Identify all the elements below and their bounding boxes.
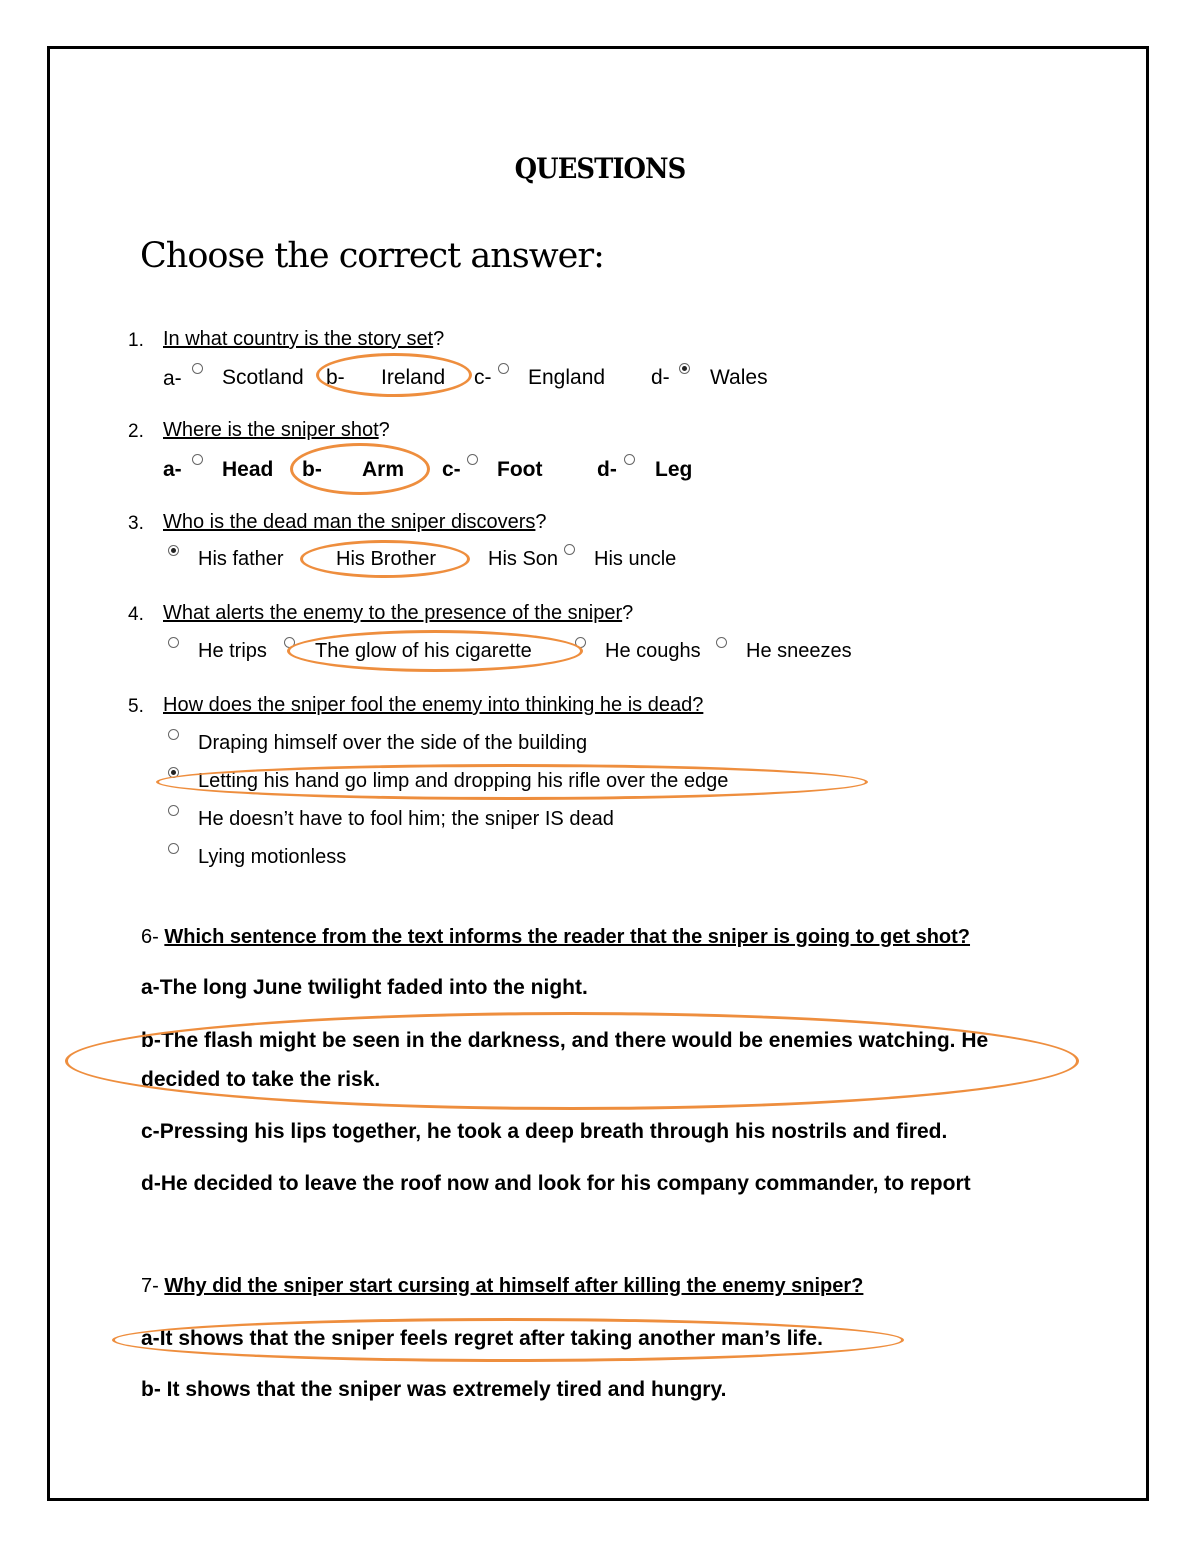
question-text: How does the sniper fool the enemy into thinking he is dead?	[163, 694, 704, 716]
option-text: He decided to leave the roof now and look for his company commander, to report	[160, 1172, 971, 1195]
question-mark: ?	[378, 419, 390, 441]
option-text: Arm	[362, 458, 405, 481]
option-text: The glow of his cigarette	[315, 640, 532, 662]
option-text: Pressing his lips together, he took a deep breath through his nostrils and fired.	[159, 1120, 948, 1143]
question-number: 1.	[128, 330, 144, 351]
option-text-continued: decided to take the risk.	[141, 1068, 381, 1091]
option-text: He trips	[198, 640, 267, 662]
option-letter: b-	[141, 1378, 161, 1401]
answer-circle	[65, 1012, 1079, 1110]
radio-button[interactable]	[192, 363, 203, 374]
question-number: 7-	[141, 1275, 159, 1297]
question-text: Where is the sniper shot	[163, 419, 379, 441]
answer-circle	[112, 1318, 904, 1362]
option-letter: c-	[141, 1120, 160, 1143]
question-text: Which sentence from the text informs the reader that the sniper is going to get shot?	[164, 926, 971, 948]
question-text: What alerts the enemy to the presence of the sniper	[163, 602, 623, 624]
radio-button[interactable]	[168, 637, 179, 648]
option-text: England	[528, 366, 606, 389]
option-text: He sneezes	[746, 640, 852, 662]
question-number: 4.	[128, 604, 144, 625]
question-mark: ?	[622, 602, 634, 624]
radio-button[interactable]	[168, 843, 179, 854]
option-letter: d-	[651, 366, 670, 389]
option-text: Draping himself over the side of the building	[198, 732, 588, 754]
option-letter: c-	[474, 366, 492, 389]
radio-button[interactable]	[168, 729, 179, 740]
option-text: Scotland	[222, 366, 304, 389]
question-text: In what country is the story set	[163, 328, 434, 350]
radio-button[interactable]	[192, 454, 203, 465]
option-text: His Son	[488, 548, 559, 570]
option-letter: b-	[141, 1029, 161, 1052]
radio-button[interactable]	[716, 637, 727, 648]
option-text: Leg	[655, 458, 693, 481]
question-number: 6-	[141, 926, 159, 948]
option-letter: b-	[302, 458, 322, 481]
option-text: His father	[198, 548, 284, 570]
radio-button[interactable]	[467, 454, 478, 465]
answer-circle	[156, 764, 868, 800]
question-mark: ?	[433, 328, 445, 350]
option-letter: d-	[141, 1172, 161, 1195]
option-letter: d-	[597, 458, 617, 481]
option-letter: a-	[163, 458, 182, 481]
radio-button[interactable]	[564, 544, 575, 555]
question-number: 3.	[128, 513, 144, 534]
option-text: Head	[222, 458, 274, 481]
question-number: 5.	[128, 696, 144, 717]
radio-button[interactable]	[498, 363, 509, 374]
option-letter: a-	[163, 367, 182, 390]
option-text: It shows that the sniper was extremely tired and hungry.	[160, 1378, 727, 1401]
option-letter: c-	[442, 458, 461, 481]
option-letter: a-	[141, 1327, 160, 1350]
option-text: Letting his hand go limp and dropping his rifle over the edge	[198, 770, 729, 792]
option-text: His uncle	[594, 548, 677, 570]
answer-circle	[300, 540, 470, 578]
option-text: It shows that the sniper feels regret after taking another man’s life.	[159, 1327, 823, 1350]
option-text: The flash might be seen in the darkness, and there would be enemies watching. He	[160, 1029, 989, 1052]
question-text: Why did the sniper start cursing at himself after killing the enemy sniper?	[164, 1275, 864, 1297]
question-number: 2.	[128, 421, 144, 442]
option-letter: b-	[326, 366, 345, 389]
question-text: Who is the dead man the sniper discovers	[163, 511, 536, 533]
option-text: His Brother	[336, 548, 437, 570]
option-text: Wales	[710, 366, 768, 389]
radio-button-selected[interactable]	[679, 363, 690, 374]
answer-circle	[316, 353, 472, 397]
page-heading: QUESTIONS	[514, 152, 686, 185]
question-mark: ?	[535, 511, 547, 533]
option-letter: a-	[141, 976, 160, 999]
radio-button[interactable]	[624, 454, 635, 465]
radio-button[interactable]	[168, 805, 179, 816]
option-text: Ireland	[381, 366, 446, 389]
answer-circle	[290, 443, 430, 495]
option-text: He coughs	[605, 640, 701, 662]
option-text: He doesn’t have to fool him; the sniper IS dead	[198, 808, 614, 830]
answer-circle	[287, 630, 583, 672]
radio-button-selected[interactable]	[168, 545, 179, 556]
option-text: The long June twilight faded into the night.	[159, 976, 588, 999]
instruction: Choose the correct answer:	[140, 236, 604, 276]
option-text: Lying motionless	[198, 846, 347, 868]
option-text: Foot	[497, 458, 543, 481]
